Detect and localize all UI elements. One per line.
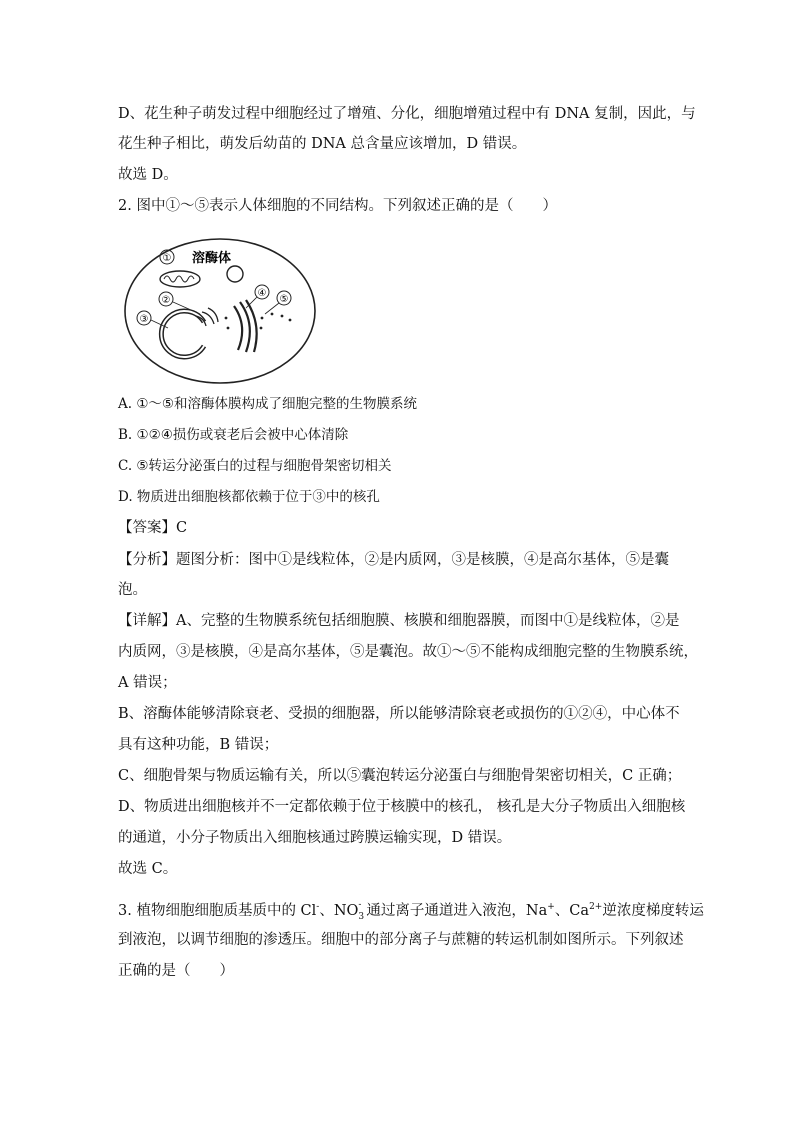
cell-diagram-svg xyxy=(122,236,318,386)
q3-stem-line3: 正确的是（ ） xyxy=(118,963,234,979)
label-2: ② xyxy=(161,295,171,306)
q2-detail-line5: 具有这种功能，B 错误； xyxy=(118,737,279,753)
q3-stem-line2: 到液泡，以调节细胞的渗透压。细胞中的部分离子与蔗糖的转运机制如图所示。下列叙述 xyxy=(118,932,684,948)
q3-sep: 、NO xyxy=(319,902,359,919)
mitochondrion-cristae xyxy=(164,276,194,282)
q2-option-a: A. ①～⑤和溶酶体膜构成了细胞完整的生物膜系统 xyxy=(118,396,418,412)
q2-analysis-line1: 【分析】题图分析：图中①是线粒体，②是内质网，③是核膜，④是高尔基体，⑤是囊 xyxy=(118,552,669,568)
q2-detail-line3: A 错误； xyxy=(118,675,177,691)
cell-diagram xyxy=(122,236,318,386)
q2-choose: 故选 C。 xyxy=(118,861,178,877)
q2-answer: 【答案】C xyxy=(118,520,188,536)
ca-charge: 2+ xyxy=(589,902,603,912)
q3-line1-prefix: 3. 植物细胞细胞质基质中的 Cl xyxy=(118,902,317,919)
vesicle xyxy=(227,327,230,330)
q2-detail-line6: C、细胞骨架与物质运输有关，所以⑤囊泡转运分泌蛋白与细胞骨架密切相关，C 正确； xyxy=(118,768,682,784)
q2-analysis-line2: 泡。 xyxy=(118,582,147,598)
label-5: ⑤ xyxy=(279,294,289,305)
label-4: ④ xyxy=(257,288,267,299)
endoplasmic-reticulum xyxy=(196,308,218,326)
q2-option-c: C. ⑤转运分泌蛋白的过程与细胞骨架密切相关 xyxy=(118,458,392,474)
vesicle xyxy=(225,317,228,320)
q2-stem: 2. 图中①～⑤表示人体细胞的不同结构。下列叙述正确的是（ ） xyxy=(118,198,557,214)
na-charge: + xyxy=(547,902,555,912)
vesicle xyxy=(281,315,284,318)
no3-subscript: 3 xyxy=(358,911,365,922)
q2-option-b: B. ①②④损伤或衰老后会被中心体清除 xyxy=(118,427,349,443)
vesicle xyxy=(289,319,292,322)
prev-answer-choose: 故选 D。 xyxy=(118,167,178,183)
q2-detail-line7: D、物质进出细胞核并不一定都依赖于位于核膜中的核孔， 核孔是大分子物质出入细胞核 xyxy=(118,799,686,815)
vesicle xyxy=(261,317,264,320)
label-5-pointer xyxy=(265,303,279,314)
vesicle xyxy=(260,327,263,330)
q3-stem-line1 xyxy=(118,897,704,921)
no3-charge: - xyxy=(358,899,362,910)
q3-sep2: 、Ca xyxy=(554,902,590,919)
vesicle xyxy=(271,313,274,316)
label-3: ③ xyxy=(139,314,149,325)
lysosome-label: 溶酶体 xyxy=(192,251,232,266)
q3-line1-mid: 通过离子通道进入液泡，Na xyxy=(366,902,548,919)
no3-script xyxy=(358,899,366,922)
q2-option-d: D. 物质进出细胞核都依赖于位于③中的核孔 xyxy=(118,489,380,505)
q2-detail-line1: 【详解】A、完整的生物膜系统包括细胞膜、核膜和细胞器膜，而图中①是线粒体，②是 xyxy=(118,613,680,629)
label-1: ① xyxy=(162,253,172,264)
q2-detail-line2: 内质网，③是核膜，④是高尔基体，⑤是囊泡。故①～⑤不能构成细胞完整的生物膜系统， xyxy=(118,644,698,660)
q2-detail-line8: 的通道，小分子物质出入细胞核通过跨膜运输实现，D 错误。 xyxy=(118,830,512,846)
q2-detail-line4: B、溶酶体能够清除衰老、受损的细胞器，所以能够清除衰老或损伤的①②④，中心体不 xyxy=(118,706,680,722)
golgi-apparatus xyxy=(234,300,257,352)
cl-charge: - xyxy=(316,902,320,912)
prev-answer-d-line2: 花生种子相比，萌发后幼苗的 DNA 总含量应该增加，D 错误。 xyxy=(118,136,527,152)
lysosome xyxy=(227,266,243,282)
q3-line1-end: 逆浓度梯度转运 xyxy=(602,902,704,919)
prev-answer-d-line1: D、花生种子萌发过程中细胞经过了增殖、分化，细胞增殖过程中有 DNA 复制，因此，与 xyxy=(118,106,696,122)
